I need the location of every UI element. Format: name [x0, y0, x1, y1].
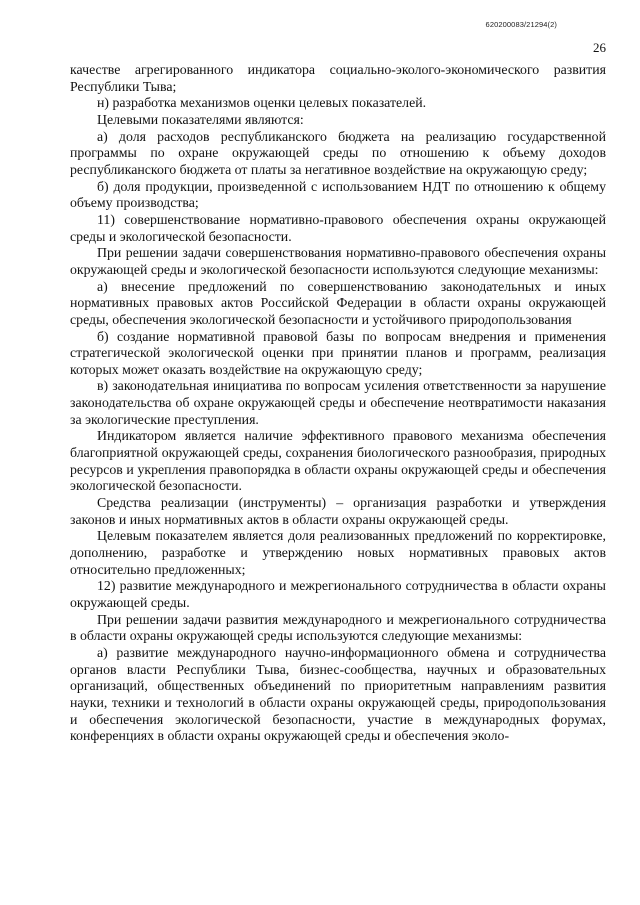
paragraph: н) разработка механизмов оценки целевых показателей. — [97, 95, 427, 111]
paragraph: в) законодательная инициатива по вопросам усиления ответственности за нарушение законодательства об охране окружающей среды и обеспечение неотвратимости наказания за экологические преступления. — [70, 378, 606, 427]
paragraph: При решении задачи развития международного и межрегионального сотрудничества в области охраны окружающей среды используются следующие механизмы: — [70, 611, 606, 644]
document-id: 620200083/21294(2) — [485, 20, 557, 29]
paragraph: 12) развитие международного и межрегионального сотрудничества в области охраны окружающей среды. — [70, 578, 606, 610]
paragraph: б) создание нормативной правовой базы по вопросам внедрения и применения стратегической экологической оценки при принятии планов и программ, реализация которых может оказать воздействие на окружающую среду; — [70, 328, 606, 377]
paragraph: Целевым показателем является доля реализованных предложений по корректировке, дополнению, разработке и утверждению новых нормативных правовых актов относительно предложенных; — [70, 528, 606, 577]
paragraph: а) внесение предложений по совершенствованию законодательных и иных нормативных правовых актов Российской Федерации в области охраны окружающей среды, обеспечения экологической безопасности и устойчивого природопользования — [70, 278, 606, 327]
paragraph: а) развитие международного научно-информационного обмена и сотрудничества органов власти Республики Тыва, бизнес-сообщества, научных и образовательных организаций, общественных объединений по приоритетным направлениям развития науки, техники и технологий в области охраны окружающей среды, природопользования и обеспечения экологической безопасности, участие в международных форумах, конференциях в области охраны окружающей среды и обеспечения эколо- — [70, 644, 606, 744]
paragraph: б) доля продукции, произведенной с использованием НДТ по отношению к общему объему производства; — [70, 178, 606, 211]
document-body — [70, 62, 606, 745]
paragraph: Целевыми показателями являются: — [97, 111, 304, 127]
paragraph: а) доля расходов республиканского бюджета на реализацию государственной программы по охране окружающей среды по отношению к объему доходов республиканского бюджета от платы за негативное воздействие на окружающую среду; — [70, 128, 606, 177]
paragraph: При решении задачи совершенствования нормативно-правового обеспечения охраны окружающей среды и экологической безопасности используются следующие механизмы: — [70, 245, 606, 277]
paragraph: 11) совершенствование нормативно-правового обеспечения охраны окружающей среды и экологической безопасности. — [70, 211, 606, 244]
paragraph: Средства реализации (инструменты) – организация разработки и утверждения законов и иных нормативных актов в области охраны окружающей среды. — [70, 495, 606, 527]
page-number: 26 — [593, 40, 606, 55]
paragraph: Индикатором является наличие эффективного правового механизма обеспечения благоприятной окружающей среды, сохранения биологического разнообразия, природных ресурсов и укрепления правопорядка в области охраны окружающей среды и обеспечения экологической безопасности. — [70, 428, 606, 494]
paragraph: качестве агрегированного индикатора социально-эколого-экономического развития Республики Тыва; — [70, 62, 606, 94]
